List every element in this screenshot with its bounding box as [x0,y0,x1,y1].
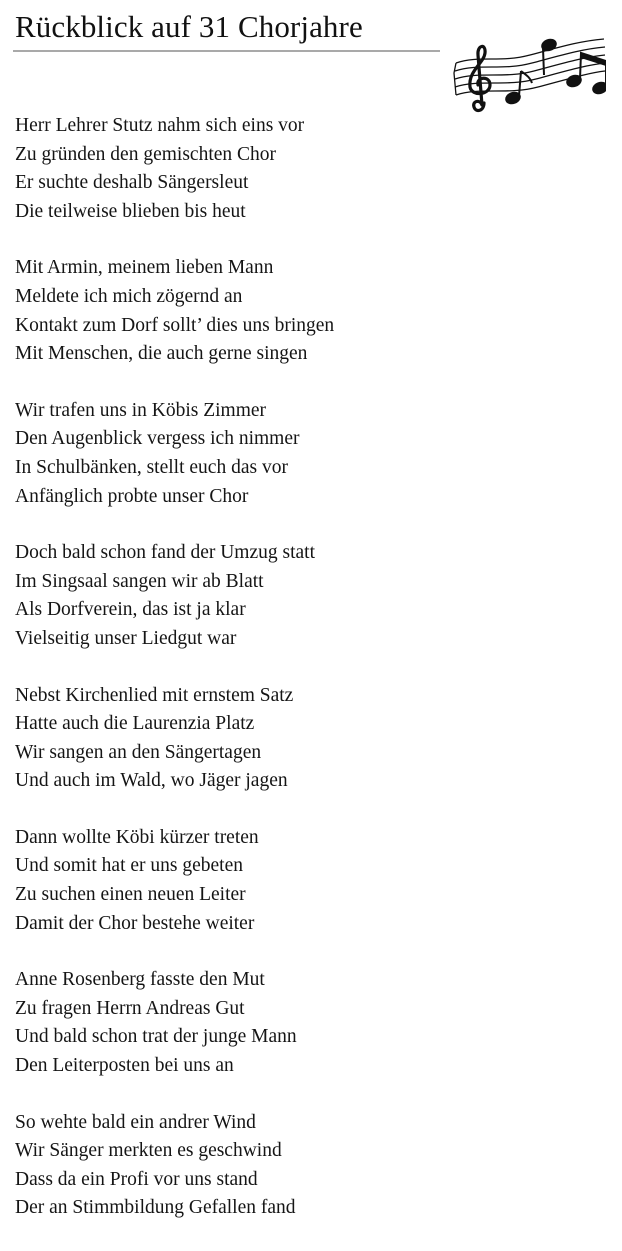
poem-line: Den Augenblick vergess ich nimmer [15,428,300,450]
stanza-5 [15,682,435,796]
poem-line: Nebst Kirchenlied mit ernstem Satz [15,684,294,706]
poem-line: So wehte bald ein andrer Wind [15,1111,256,1133]
poem-line: Als Dorfverein, das ist ja klar [15,599,246,621]
title-underline-divider [13,50,440,52]
poem-line: Und bald schon trat der junge Mann [15,1026,297,1048]
poem-line: Er suchte deshalb Sängersleut [15,172,249,194]
poem-line: Meldete ich mich zögernd an [15,285,243,307]
poem-line: Anfänglich probte unser Chor [15,485,249,507]
poem-line: Und somit hat er uns gebeten [15,855,243,877]
poem-body [15,112,435,1251]
poem-line: Dann wollte Köbi kürzer treten [15,826,259,848]
stanza-3 [15,397,435,511]
poem-line: Vielseitig unser Liedgut war [15,627,237,649]
poem-line: Zu suchen einen neuen Leiter [15,884,246,906]
poem-line: Dass da ein Profi vor uns stand [15,1168,258,1190]
stanza-6 [15,824,435,938]
music-notes-staff-icon [450,33,606,119]
poem-line: Herr Lehrer Stutz nahm sich eins vor [15,115,305,136]
poem-line: Wir sangen an den Sängertagen [15,741,262,763]
poem-line: Im Singsaal sangen wir ab Blatt [15,570,264,592]
stanza-4 [15,539,435,653]
poem-line: Mit Menschen, die auch gerne singen [15,343,308,365]
stanza-8 [15,1109,435,1223]
poem-line: Hatte auch die Laurenzia Platz [15,713,255,735]
poem-line: Kontakt zum Dorf sollt’ dies uns bringen [15,314,335,336]
poem-line: Mit Armin, meinem lieben Mann [15,257,274,279]
poem-line: Wir Sänger merkten es geschwind [15,1140,282,1162]
poem-line: Damit der Chor bestehe weiter [15,912,255,934]
poem-line: Anne Rosenberg fasste den Mut [15,969,265,991]
poem-line: Zu gründen den gemischten Chor [15,143,277,165]
poem-line: Den Leiterposten bei uns an [15,1055,234,1077]
stanza-2 [15,254,435,368]
poem-line: Die teilweise blieben bis heut [15,200,246,222]
poem-line: Und auch im Wald, wo Jäger jagen [15,770,288,792]
poem-line: Doch bald schon fand der Umzug statt [15,542,316,564]
stanza-1 [15,112,435,226]
document-title: Rückblick auf 31 Chorjahre [15,9,363,44]
poem-line: Zu fragen Herrn Andreas Gut [15,997,245,1019]
poem-line: Der an Stimmbildung Gefallen fand [15,1197,296,1219]
stanza-7 [15,966,435,1080]
poem-line: Wir trafen uns in Köbis Zimmer [15,399,267,421]
poem-line: In Schulbänken, stellt euch das vor [15,456,288,478]
